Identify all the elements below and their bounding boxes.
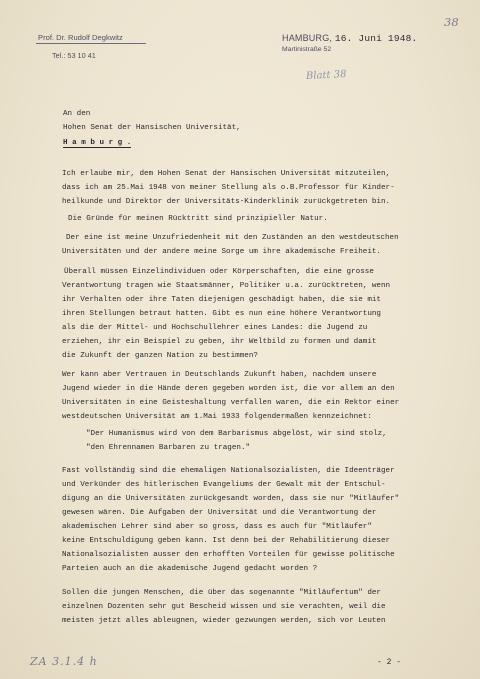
letterhead-tel: Tel.: 53 10 41 [52,51,96,60]
body-line: Universitäten in eine Geisteshaltung verfallen waren, die ein Rektor einer [62,399,400,407]
body-line: Fast vollständig sind die ehemaligen Nationalsozialisten, die Ideenträger [62,467,395,475]
body-line: ihr Verhalten oder ihre Taten diejenigen geschädigt haben, die sie mit [62,296,381,304]
folio-note: Blatt 38 [305,68,347,83]
body-line: Überall müssen Einzelindividuen oder Körperschaften, die eine grosse [64,268,374,276]
body-line: gewesen wären. Die Aufgaben der Universität und die Verantwortung der [62,509,377,517]
place: HAMBURG, [282,33,333,43]
body-line: Der eine ist meine Unzufriedenheit mit den Zuständen an den westdeutschen [66,234,399,242]
body-line: digung an die Universitäten zurückgesandt worden, dass sie nur "Mitläufer" [62,495,400,503]
body-line: heilkunde und Direktor der Universitäts-Kinderklinik zurückgetreten bin. [62,198,391,206]
address-city: H a m b u r g . [63,139,132,147]
street: Martinistraße 52 [282,46,332,53]
body-line: einzelnen Dozenten sehr gut Bescheid wissen und sie verachten, weil die [62,603,386,611]
quote-line: "den Ehrennamen Barbaren zu tragen." [86,444,251,452]
letterhead-name: Prof. Dr. Rudolf Degkwitz [38,33,123,42]
body-line: Verantwortung tragen wie Staatsmänner, Politiker u.a. zurücktreten, wenn [62,282,391,290]
archive-number: 38 [444,15,459,29]
body-line: Nationalsozialisten ausser den erhofften Vorteilen für gewisse politische [62,551,395,559]
address-line: An den [63,110,91,118]
body-line: akademischen Lehrer sind aber so gross, dass es auch für "Mitläufer" [62,523,372,531]
page-number: - 2 - [377,658,402,667]
letterhead-rule [36,43,146,44]
address-line: Hohen Senat der Hansischen Universität, [63,124,241,132]
body-line: Die Gründe für meinen Rücktritt sind prinzipieller Natur. [68,215,328,223]
body-line: meisten jetzt alles ableugnen, wieder gezwungen werden, sich vor Leuten [62,617,386,625]
body-line: westdeutschen Universität am 1.Mai 1933 folgendermaßen kennzeichnet: [62,413,372,421]
quote-line: "Der Humanismus wird von dem Barbarismus abgelöst, wir sind stolz, [86,430,387,438]
body-line: dass ich am 25.Mai 1948 von meiner Stellung als o.B.Professor für Kinder- [62,184,395,192]
body-line: Parteien auch an die akademische Jugend gedacht worden ? [62,565,318,573]
body-line: Ich erlaube mir, dem Hohen Senat der Hansischen Universität mitzuteilen, [62,170,391,178]
body-line: Sollen die jungen Menschen, die über das sogenannte "Mitläufertum" der [62,589,381,597]
body-line: Wer kann aber Vertrauen in Deutschlands Zukunft haben, nachdem unsere [62,371,377,379]
place-date [282,33,417,44]
body-line: und Verkünder des hitlerischen Evangeliums der Gewalt mit der Entschul- [62,481,386,489]
body-line: Jugend wieder in die Hände deren gegeben worden ist, die vor allem an den [62,385,395,393]
body-line: Universitäten und der andere meine Sorge um ihre akademische Freiheit. [62,248,381,256]
body-line: erziehen, ihr ein Beispiel zu geben, ihr Weltbild zu formen und damit [62,338,377,346]
body-line: die Zukunft der ganzen Nation zu bestimmen? [62,352,258,360]
body-line: als die der Mittel- und Hochschullehrer eines Landes: die Jugend zu [62,324,368,332]
body-line: ihren Stellungen betraut hatten. Gibt es nun eine höhere Verantwortung [62,310,381,318]
date: 16. Juni 1948. [334,33,418,44]
body-line: keine Entschuldigung geben kann. Ist denn bei der Rehabilitierung dieser [62,537,391,545]
archive-signature: ZA 3.1.4 h [30,655,98,668]
